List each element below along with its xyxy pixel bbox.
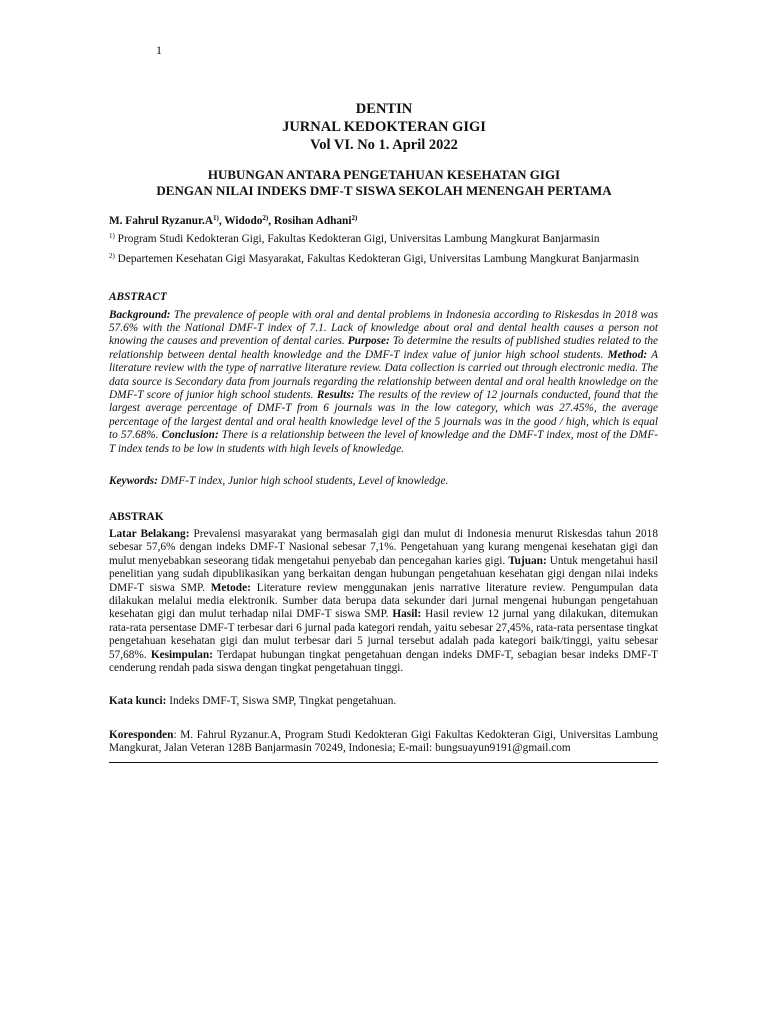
- affiliation-text: Departemen Kesehatan Gigi Masyarakat, Fakultas Kedokteran Gigi, Universitas Lambung Mangkurat Banjarmasin: [114, 252, 640, 265]
- abstract-section-text: There is a relationship between the level of knowledge and the DMF-T index, most of the DMF-T index tends to be low in students with high levels of knowledge.: [109, 429, 658, 455]
- journal-volume: Vol VI. No 1. April 2022: [310, 137, 458, 153]
- abstract-section-label: Kesimpulan:: [150, 648, 213, 661]
- abstract-section-text: To determine the results of published studies related to the relationship between dental health knowledge and the DMF-T index value of junior high school students.: [109, 335, 658, 361]
- abstract-id-text: [109, 528, 658, 675]
- abstract-section-label: Results:: [316, 389, 355, 402]
- abstract-section-text: A literature review with the type of narrative literature review. Data collection is carried out through electronic media. The data source is Secondary data from journals regarding the relationship between dental and oral health knowledge on the DMF-T score of junior high school students.: [109, 348, 658, 402]
- affiliation-2: [109, 253, 658, 266]
- author-separator: ,: [268, 215, 274, 227]
- affiliation-mark: 2): [109, 251, 115, 260]
- keywords-en: [109, 475, 658, 488]
- article-title-line-2: DENGAN NILAI INDEKS DMF-T SISWA SEKOLAH MENENGAH PERTAMA: [156, 183, 612, 198]
- correspondence-text: : M. Fahrul Ryzanur.A, Program Studi Kedokteran Gigi Fakultas Kedokteran Gigi, Universitas Lambung Mangkurat, Jalan Veteran 128B Banjarmasin 70249, Indonesia; E-mail: bungsuayun9191@gmail.com: [109, 728, 658, 755]
- abstract-section-text: Prevalensi masyarakat yang bermasalah gigi dan mulut di Indonesia menurut Riskesdas tahun 2018 sebesar 57,6% dengan indeks DMF-T Nasional sebesar 7,1%. Pengetahuan yang kurang mengenai kesehatan gigi dan mulut menyebabkan seseorang tidak mengetahui penyebab dan pencegahan karies gigi.: [109, 527, 658, 567]
- abstract-section-label: Method:: [607, 348, 648, 361]
- author-affiliation-mark: 2): [262, 214, 269, 222]
- abstract-section-label: Tujuan:: [508, 554, 547, 567]
- abstrak-heading: ABSTRAK: [109, 510, 164, 523]
- keywords-text: Indeks DMF-T, Siswa SMP, Tingkat pengetahuan.: [166, 695, 397, 708]
- journal-name: DENTIN: [355, 101, 413, 117]
- correspondence-label: Koresponden: [109, 728, 174, 741]
- article-title: [0, 167, 768, 199]
- abstract-heading: ABSTRACT: [109, 291, 167, 304]
- abstract-section-label: Background:: [109, 308, 171, 321]
- abstract-section-text: Untuk mengetahui hasil penelitian yang sudah dipublikasikan yang berkaitan dengan hubungan pengetahuan kesehatan gigi dengan nilai indeks DMF-T siswa SMP.: [109, 554, 658, 594]
- correspondence: [109, 729, 658, 756]
- author-list: [109, 215, 658, 228]
- keywords-label: Kata kunci:: [109, 695, 167, 708]
- affiliation-1: [109, 233, 658, 246]
- abstract-section-text: The results of the review of 12 journals conducted, found that the largest average percentage of DMF-T from 6 journals was in the low category, which was 27.45%, the average percentage of the largest dental and oral health knowledge level of the 5 journals was in the good / high, which is equal to 57.68%.: [109, 389, 658, 442]
- footer-divider: [109, 762, 658, 763]
- author-name: Widodo: [224, 215, 263, 227]
- abstract-section-label: Hasil:: [392, 608, 422, 621]
- journal-header: [0, 100, 768, 154]
- abstract-section-text: The prevalence of people with oral and dental problems in Indonesia according to Riskesdas in 2018 was 57.6% with the National DMF-T index of 7.1. Lack of knowledge about oral and dental health causes a person not knowing the causes and prevention of dental caries.: [109, 308, 658, 348]
- keywords-id: [109, 695, 658, 708]
- keywords-label: Keywords:: [109, 475, 158, 488]
- author-name: M. Fahrul Ryzanur.A: [109, 215, 213, 227]
- keywords-text: DMF-T index, Junior high school students, Level of knowledge.: [157, 475, 449, 488]
- page-number: 1: [156, 43, 162, 57]
- author-affiliation-mark: 2): [351, 214, 358, 222]
- affiliation-mark: 1): [109, 232, 115, 241]
- abstract-section-text: Terdapat hubungan tingkat pengetahuan dengan indeks DMF-T, sebagian besar indeks DMF-T cenderung rendah pada siswa dengan tingkat pengetahuan tinggi.: [109, 648, 658, 674]
- author-name: Rosihan Adhani: [273, 215, 352, 227]
- article-body: [109, 215, 658, 763]
- abstract-section-text: Hasil review 12 jurnal yang dilakukan, ditemukan rata-rata persentase DMF-T terbesar dari 6 jurnal pada kategori rendah, yaitu sebesar 27,45%, rata-rata persentase tingkat pengetahuan kesehatan gigi dan mulut terbesar dari 5 jurnal tersebut adalah pada kategori baik/tinggi, yaitu sebesar 57,68%.: [109, 608, 658, 661]
- abstract-section-label: Metode:: [210, 581, 251, 594]
- affiliation-text: Program Studi Kedokteran Gigi, Fakultas Kedokteran Gigi, Universitas Lambung Mangkurat Banjarmasin: [114, 233, 600, 246]
- abstract-section-text: Literature review menggunakan jenis narrative literature review. Pengumpulan data dilakukan melalui media elektronik. Sumber data berupa data sekunder dari jurnal mengenai hubungan pengetahuan kesehatan gigi dan mulut terhadap nilai DMF-T siswa SMP.: [109, 581, 658, 621]
- abstract-section-label: Latar Belakang:: [109, 527, 190, 540]
- journal-subtitle: JURNAL KEDOKTERAN GIGI: [282, 119, 486, 135]
- author-affiliation-mark: 1): [213, 214, 219, 222]
- abstract-en-text: [109, 309, 658, 456]
- author-separator: ,: [218, 215, 225, 227]
- abstract-section-label: Purpose:: [347, 335, 390, 348]
- abstract-section-label: Conclusion:: [161, 429, 219, 442]
- article-title-line-1: HUBUNGAN ANTARA PENGETAHUAN KESEHATAN GIGI: [207, 167, 561, 182]
